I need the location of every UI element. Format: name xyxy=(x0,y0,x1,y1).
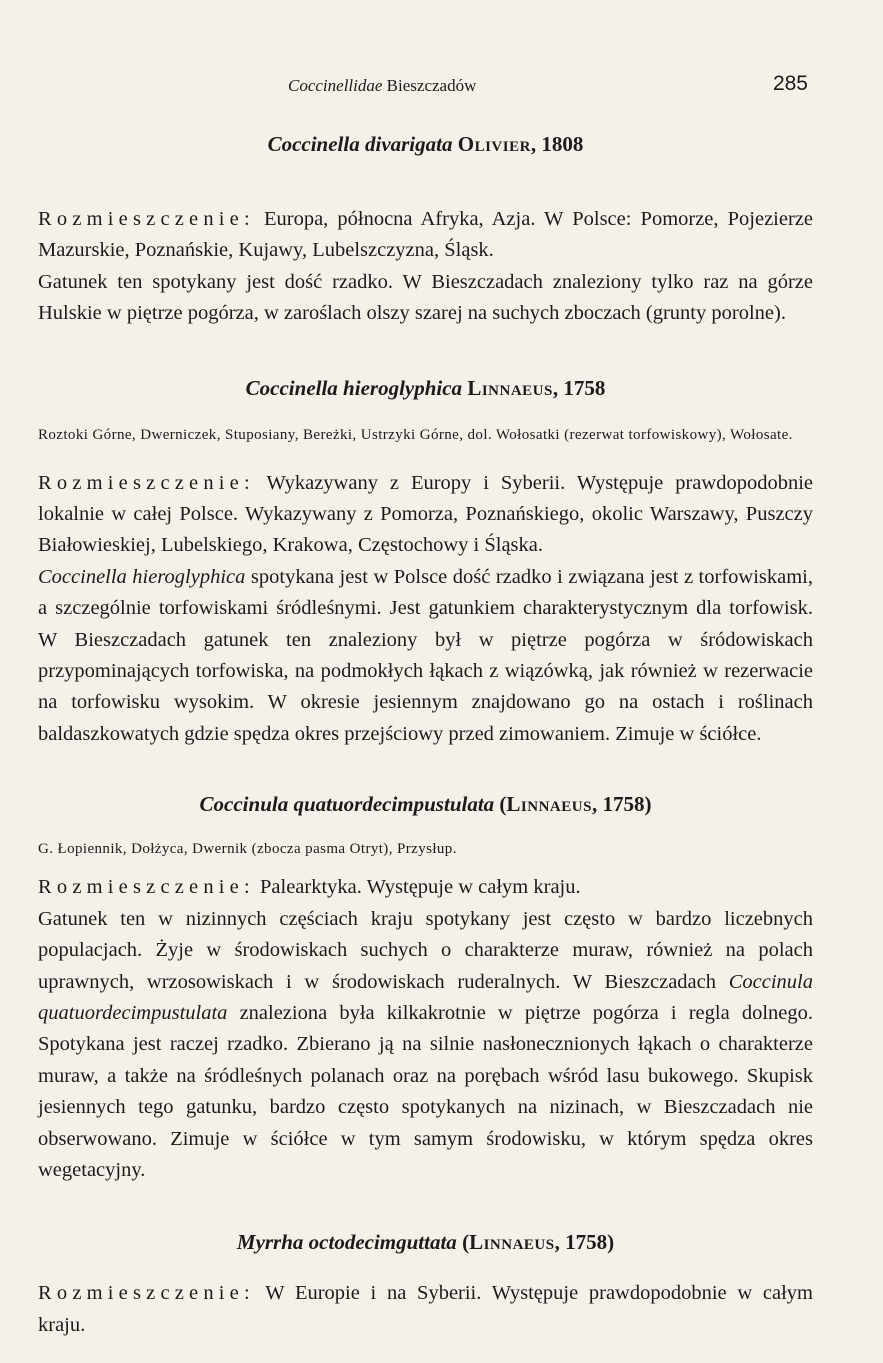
distribution-label: Rozmieszczenie: xyxy=(38,876,255,899)
species-year: , 1758) xyxy=(554,1230,615,1255)
species-year: , 1808 xyxy=(530,132,584,156)
page-body xyxy=(38,128,813,1341)
distribution-paragraph xyxy=(38,872,813,903)
distribution-label: Rozmieszczenie: xyxy=(38,208,255,230)
localities-list: G. Łopiennik, Dołżyca, Dwernik (zbocza pasma Otryt), Przysłup. xyxy=(38,841,457,858)
species-name: Coccinella divarigata xyxy=(267,132,453,156)
localities-list: Roztoki Górne, Dwerniczek, Stuposiany, Bereżki, Ustrzyki Górne, dol. Wołosatki (rezerwat torfowiskowy), Wołosate. xyxy=(38,426,793,443)
species-heading xyxy=(38,788,813,820)
species-heading xyxy=(38,128,813,160)
species-name: Coccinula quatuordecimpustulata xyxy=(199,792,495,817)
species-heading xyxy=(38,1226,813,1258)
species-italic: Coccinella hieroglyphica xyxy=(38,565,246,588)
distribution-paragraph xyxy=(38,1278,813,1341)
distribution-text: Wykazywany z Europy i Syberii. Występuje prawdopodobnie lokalnie w całej Polsce. Wykazywany z Pomorza, Poznańskiego, okolic Warszawy, Puszczy Białowieskiej, Lubelskiego, Krakowa, Częstochowy i Śląska. xyxy=(38,471,813,557)
notes-text: Gatunek ten w nizinnych częściach kraju spotykany jest często w bardzo liczebnych populacjach. Żyje w środowiskach suchych o charakterze muraw, również na polach uprawnych, wrzosowiskach i w środowiskach ruderalnych. W Bieszczadach xyxy=(38,907,813,993)
species-author: Olivier xyxy=(457,132,531,156)
distribution-text: W Europie i na Syberii. Występuje prawdopodobnie w całym kraju. xyxy=(38,1282,813,1336)
running-title xyxy=(288,76,476,96)
species-name: Coccinella hieroglyphica xyxy=(245,375,463,400)
species-author: Linnaeus xyxy=(467,375,553,400)
species-year: , 1758 xyxy=(552,375,606,400)
running-title-rest: Bieszczadów xyxy=(382,76,477,95)
notes-text: spotykana jest w Polsce dość rzadko i związana jest z torfowiskami, a szczególnie torfowiskami śródleśnymi. Jest gatunkiem charakterystycznym dla torfowisk. W Bieszczadach gatunek ten znaleziony był w piętrze pogórza w śródowiskach przypominających torfowiska, na podmokłych łąkach z wiązówką, jak również w rezerwacie na torfowisku wysokim. W okresie jesiennym znajdowano go na ostach i roślinach baldaszkowatych gdzie spędza okres przejściowy przed zimowaniem. Zimuje w ściółce. xyxy=(38,565,813,745)
running-title-family: Coccinellidae xyxy=(288,76,383,95)
distribution-label: Rozmieszczenie: xyxy=(38,471,255,494)
species-year: , 1758) xyxy=(591,792,652,817)
species-author-open: ( xyxy=(494,792,507,817)
distribution-label: Rozmieszczenie: xyxy=(38,1282,255,1305)
distribution-paragraph xyxy=(38,204,813,267)
notes-paragraph xyxy=(38,904,813,1187)
running-header xyxy=(0,72,883,102)
page-number: 285 xyxy=(772,72,808,95)
species-name: Myrrha octodecimguttata xyxy=(236,1230,457,1255)
species-author-open: ( xyxy=(456,1230,470,1255)
distribution-text: Europa, północna Afryka, Azja. W Polsce: Pomorze, Pojezierze Mazurskie, Poznańskie, Kujawy, Lubelszczyzna, Śląsk. xyxy=(38,208,813,262)
species-heading xyxy=(38,372,813,404)
notes-text: znaleziona była kilkakrotnie w piętrze pogórza i regla dolnego. Spotykana jest raczej rzadko. Zbierano ją na silnie nasłonecznionych łąkach o charakterze muraw, a także na śródleśnych polanach oraz na porębach wśród lasu bukowego. Skupisk jesiennych tego gatunku, bardzo często spotykanych na nizinach, w Bieszczadach nie obserwowano. Zimuje w ściółce w tym samym środowisku, w którym spędza okres wegetacyjny. xyxy=(38,1001,813,1181)
species-author: Linnaeus xyxy=(506,792,592,817)
species-author: Linnaeus xyxy=(469,1230,555,1255)
notes-paragraph xyxy=(38,562,813,750)
distribution-paragraph xyxy=(38,468,813,562)
distribution-text: Palearktyka. Występuje w całym kraju. xyxy=(254,876,581,899)
notes-paragraph: Gatunek ten spotykany jest dość rzadko. W Bieszczadach znaleziony tylko raz na górze Hulskie w piętrze pogórza, w zaroślach olszy szarej na suchych zboczach (grunty porolne). xyxy=(38,270,813,325)
species-italic: Coccinula quatuordecimpustulata xyxy=(38,970,813,1024)
